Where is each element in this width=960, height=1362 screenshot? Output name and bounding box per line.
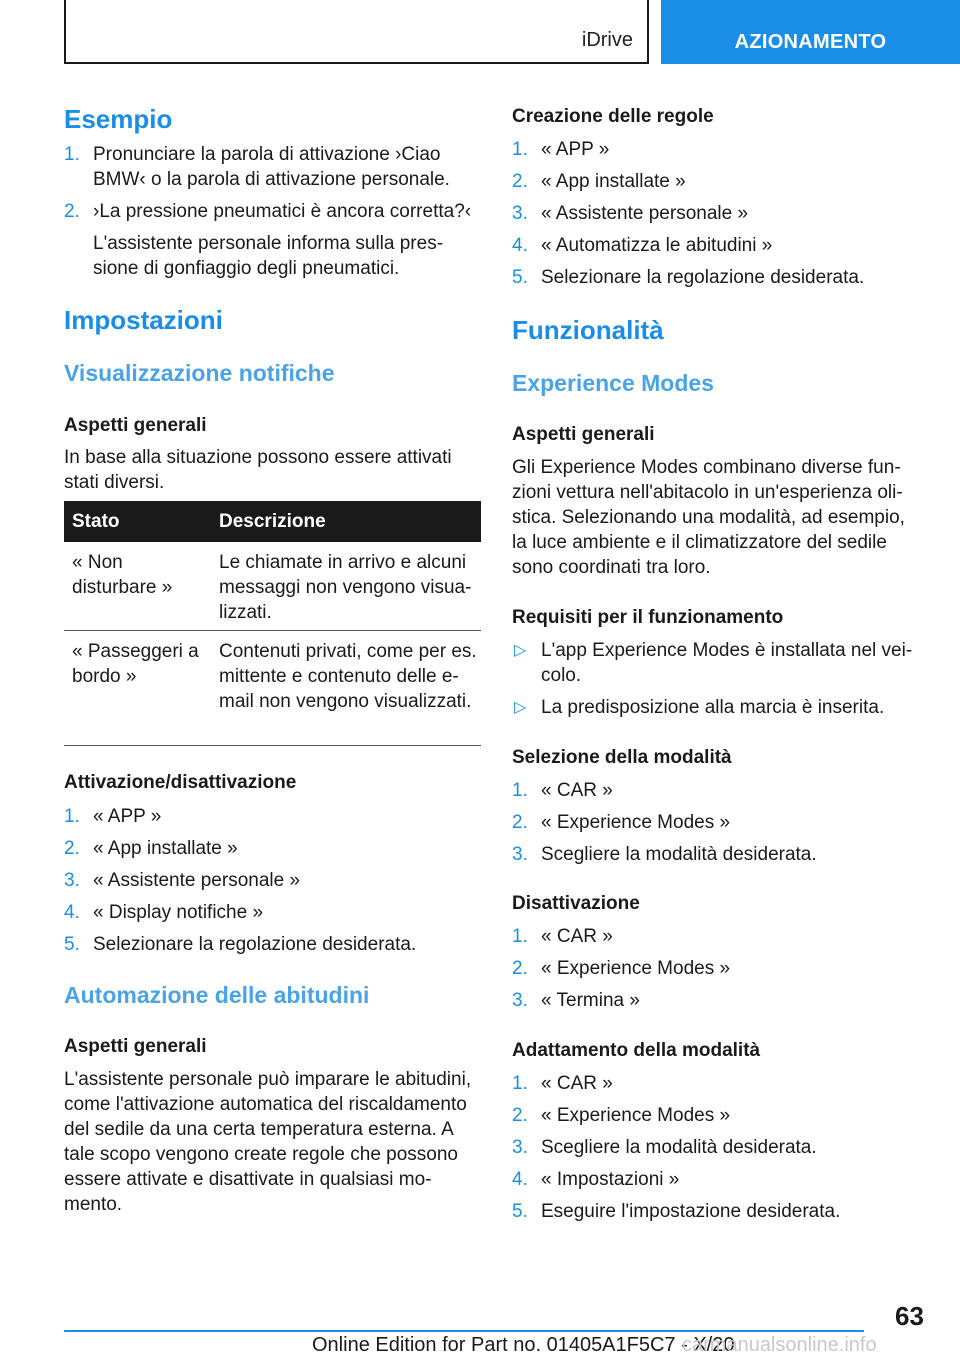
subheading-selezione: Selezione della modalità xyxy=(512,747,732,768)
table-header xyxy=(64,501,481,542)
header-section-tab xyxy=(64,0,649,64)
heading-experience-modes: Experience Modes xyxy=(512,370,714,396)
table-header-cell: Stato xyxy=(72,511,120,532)
list-text: « Termina » xyxy=(541,990,640,1011)
list-text: « APP » xyxy=(541,139,610,160)
list-number: 4. xyxy=(64,902,80,923)
table-row xyxy=(64,631,481,746)
heading-funzionalita: Funzionalità xyxy=(512,315,664,345)
subheading-aspetti-generali: Aspetti generali xyxy=(64,1036,207,1057)
list-text: Selezionare la regolazione desiderata. xyxy=(541,267,865,288)
table-cell-descrizione: Le chiamate in arrivo e alcuni messaggi non vengono visualizzati. xyxy=(219,552,472,623)
list-text: « Experience Modes » xyxy=(541,812,731,833)
table-cell-stato: « Non disturbare » xyxy=(72,552,173,598)
list-text: La predisposizione alla marcia è inserita. xyxy=(541,697,885,718)
list-number: 2. xyxy=(512,1105,528,1126)
table-header-cell: Descrizione xyxy=(219,511,326,532)
list-text: Scegliere la modalità desiderata. xyxy=(541,844,817,865)
heading-esempio: Esempio xyxy=(64,104,173,134)
list-text: Eseguire l'impostazione desiderata. xyxy=(541,1201,841,1222)
list-text: « Assistente personale » xyxy=(93,870,301,891)
heading-automazione: Automazione delle abitudini xyxy=(64,982,370,1008)
list-number: 3. xyxy=(512,844,528,865)
subheading-creazione: Creazione delle regole xyxy=(512,106,714,127)
list-text: « APP » xyxy=(93,806,162,827)
table-row xyxy=(64,542,481,631)
list-text: Pronunciare la parola di attivazione ›Ciao BMW‹ o la parola di attivazione personale. xyxy=(93,144,450,190)
list-text: « App installate » xyxy=(541,171,686,192)
list-text: « Assistente personale » xyxy=(541,203,749,224)
list-text: « Automatizza le abitudini » xyxy=(541,235,773,256)
header-section-label: iDrive xyxy=(581,29,633,51)
list-number: 1. xyxy=(512,139,528,160)
list-text: « Impostazioni » xyxy=(541,1169,680,1190)
list-text: « CAR » xyxy=(541,780,613,801)
list-number: 5. xyxy=(64,934,80,955)
header-chapter-tab xyxy=(661,0,960,64)
list-text: « Experience Modes » xyxy=(541,1105,731,1126)
list-number: 3. xyxy=(512,990,528,1011)
footer-divider xyxy=(64,1330,864,1332)
list-text: « CAR » xyxy=(541,1073,613,1094)
table-cell-stato: « Passeggeri a bordo » xyxy=(72,641,199,687)
heading-impostazioni: Impostazioni xyxy=(64,305,223,335)
list-text: « CAR » xyxy=(541,926,613,947)
page-number: 63 xyxy=(895,1301,924,1331)
list-number: 2. xyxy=(64,201,80,222)
list-text: « Experience Modes » xyxy=(541,958,731,979)
subheading-adattamento: Adattamento della modalità xyxy=(512,1040,761,1061)
subheading-attivazione: Attivazione/disattivazione xyxy=(64,772,297,793)
triangle-bullet-icon: ▷ xyxy=(514,642,527,659)
footer-edition: Online Edition for Part no. 01405A1F5C7 - X/20 xyxy=(312,1334,735,1356)
heading-visualizzazione-notifiche: Visualizzazione notifiche xyxy=(64,360,335,386)
list-number: 1. xyxy=(512,780,528,801)
list-number: 2. xyxy=(512,812,528,833)
list-number: 4. xyxy=(512,1169,528,1190)
list-text: « Display notifiche » xyxy=(93,902,264,923)
esempio-note: L'assistente personale informa sulla pressione di gonfiaggio degli pneumatici. xyxy=(93,233,444,279)
paragraph-experience-modes: Gli Experience Modes combinano diverse funzioni vettura nell'abitacolo in un'esperienza olistica. Selezionando una modalità, ad esempio, la luce ambiente e il climatizzatore del sedile sono coordinati tra loro. xyxy=(512,457,905,578)
list-number: 3. xyxy=(64,870,80,891)
list-number: 1. xyxy=(512,926,528,947)
list-number: 4. xyxy=(512,235,528,256)
paragraph-automazione: L'assistente personale può imparare le abitudini, come l'attivazione automatica del riscaldamento del sedile da una certa temperatura esterna. A tale scopo vengono create regole che possono essere attivate e disattivate in qualsiasi momento. xyxy=(64,1069,472,1215)
paragraph-aspetti-generali: In base alla situazione possono essere attivati stati diversi. xyxy=(64,447,452,493)
list-number: 2. xyxy=(64,838,80,859)
list-text: ›La pressione pneumatici è ancora corretta?‹ xyxy=(93,201,472,222)
subheading-aspetti-generali: Aspetti generali xyxy=(64,415,207,436)
watermark: carmanualsonline.info xyxy=(682,1334,877,1356)
subheading-aspetti-generali: Aspetti generali xyxy=(512,424,655,445)
list-number: 1. xyxy=(64,806,80,827)
list-text: Selezionare la regolazione desiderata. xyxy=(93,934,417,955)
list-number: 3. xyxy=(512,1137,528,1158)
list-text: « App installate » xyxy=(93,838,238,859)
subheading-disattivazione: Disattivazione xyxy=(512,893,640,914)
list-number: 2. xyxy=(512,958,528,979)
table-cell-descrizione: Contenuti privati, come per es. mittente e contenuto delle e-mail non vengono visualizzati. xyxy=(219,641,477,712)
subheading-requisiti: Requisiti per il funzionamento xyxy=(512,607,784,628)
list-number: 5. xyxy=(512,267,528,288)
header-chapter-label: AZIONAMENTO xyxy=(734,31,887,53)
triangle-bullet-icon: ▷ xyxy=(514,699,527,716)
list-number: 2. xyxy=(512,171,528,192)
list-text: Scegliere la modalità desiderata. xyxy=(541,1137,817,1158)
list-number: 3. xyxy=(512,203,528,224)
list-number: 1. xyxy=(64,144,80,165)
stati-table xyxy=(64,501,481,746)
list-text: L'app Experience Modes è installata nel veicolo. xyxy=(541,640,913,686)
list-number: 1. xyxy=(512,1073,528,1094)
list-number: 5. xyxy=(512,1201,528,1222)
